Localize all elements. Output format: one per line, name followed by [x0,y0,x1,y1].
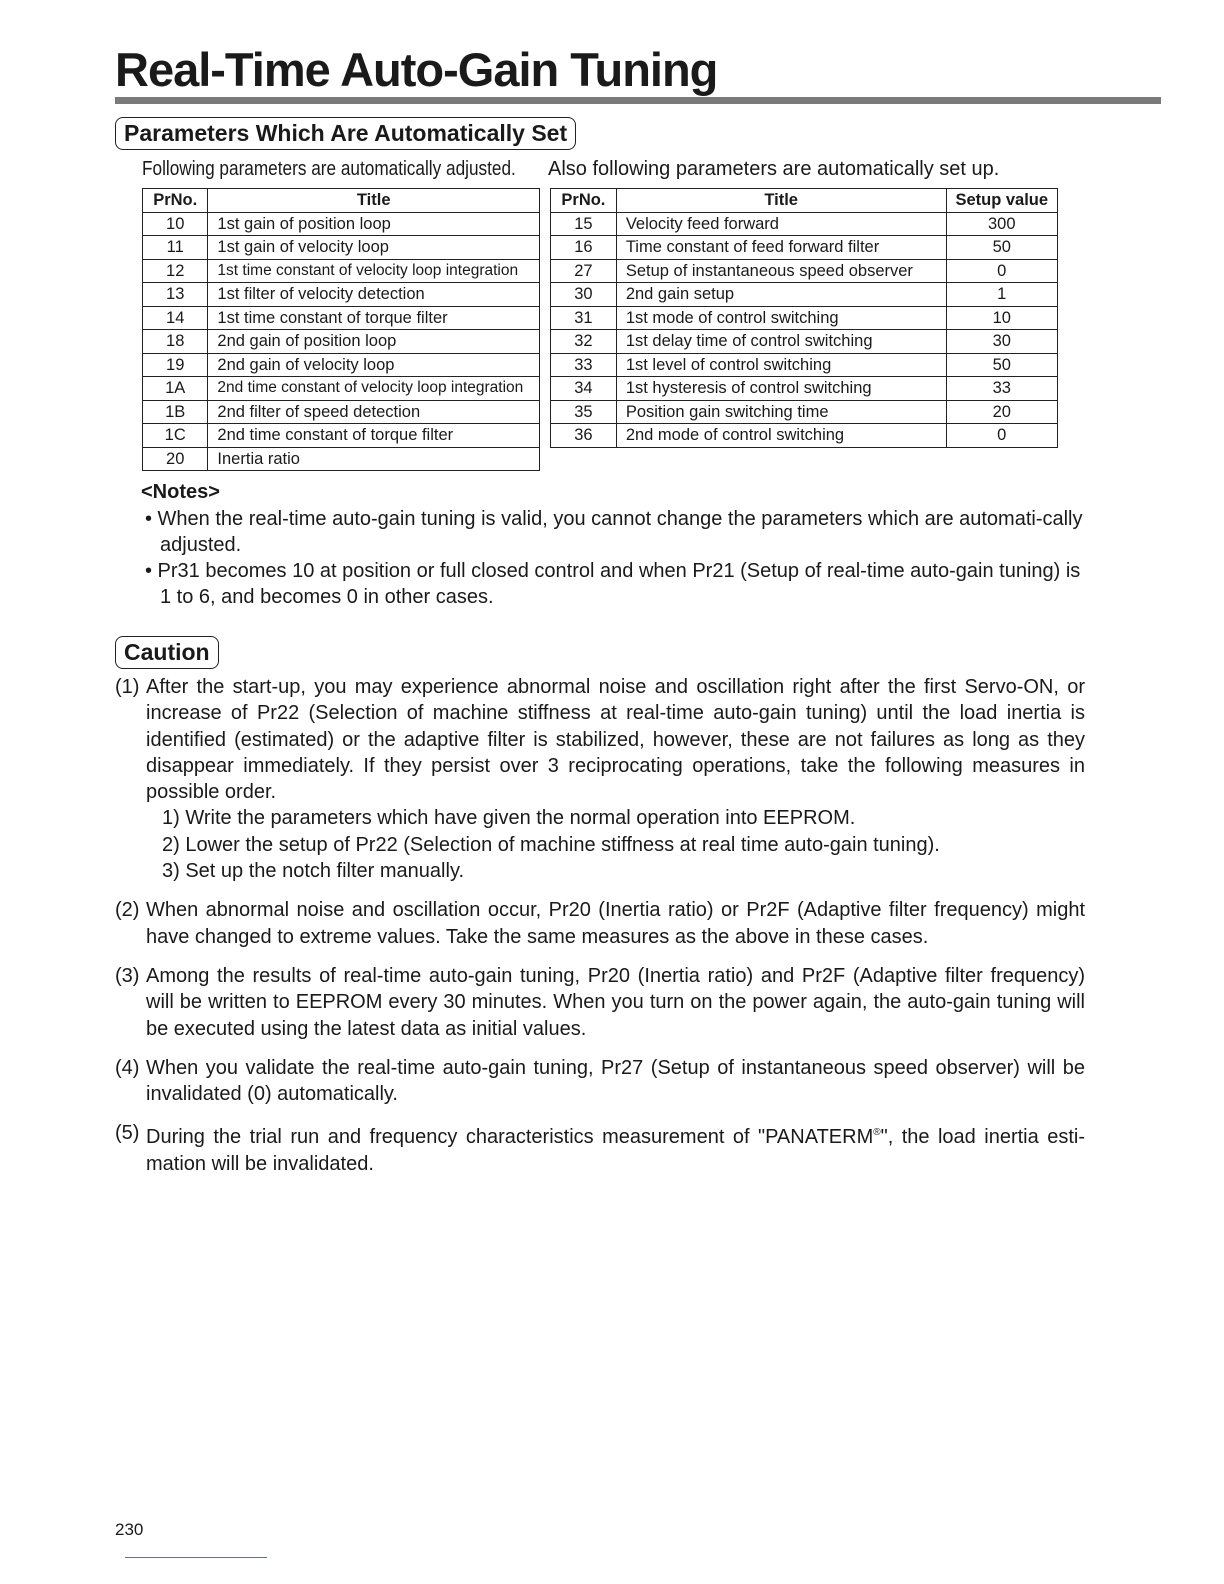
caution-item-number: (3) [115,964,140,987]
title-cell: 1st time constant of velocity loop integration [208,259,540,283]
column-header-title: Title [616,189,946,213]
prno-cell: 10 [143,212,208,236]
page-number: 230 [115,1520,144,1539]
measure-step: 3) Set up the notch filter manually. [162,860,465,883]
table-row [551,400,1058,424]
caution-text-before: During the trial run and frequency characteristics measurement of "PANATERM [146,1126,874,1149]
caution-item-number: (1) [115,676,140,698]
setup-value-cell: 1 [946,283,1057,307]
setup-value-cell: 10 [946,306,1057,330]
title-cell: 1st mode of control switching [616,306,946,330]
caution-item-number: (2) [115,899,140,922]
caution-item-number: (4) [115,1056,140,1079]
caution-item [115,897,1085,950]
caution-list [115,674,1085,1190]
table-row [143,400,540,424]
prno-cell: 14 [143,306,208,330]
title-cell: Setup of instantaneous speed observer [616,259,946,283]
setup-value-cell: 33 [946,377,1057,401]
title-cell: 2nd mode of control switching [616,424,946,448]
title-cell: 1st time constant of torque filter [208,306,540,330]
prno-cell: 1A [143,377,208,401]
right-table-intro: Also following parameters are automatically set up. [548,158,1000,180]
column-header-prno: PrNo. [143,189,208,213]
title-cell: 2nd gain of position loop [208,330,540,354]
title-cell: 1st gain of position loop [208,212,540,236]
auto-setup-params-table [550,188,1058,448]
prno-cell: 11 [143,236,208,260]
table-row [143,330,540,354]
prno-cell: 13 [143,283,208,307]
title-cell: 1st delay time of control switching [616,330,946,354]
caution-item [115,963,1085,1042]
table-row [551,212,1058,236]
footer-divider [125,1557,267,1558]
prno-cell: 27 [551,259,617,283]
prno-cell: 31 [551,306,617,330]
table-row [143,353,540,377]
title-cell: 1st hysteresis of control switching [616,377,946,401]
prno-cell: 35 [551,400,617,424]
prno-cell: 15 [551,212,617,236]
prno-cell: 1B [143,400,208,424]
caution-item-text: When you validate the real-time auto-gain tuning, Pr27 (Setup of instantaneous speed observer) will be invalidated (0) automatically. [146,1056,1085,1106]
setup-value-cell: 0 [946,259,1057,283]
title-cell: 2nd filter of speed detection [208,400,540,424]
caution-item [115,1055,1085,1108]
caution-heading: Caution [115,636,219,669]
prno-cell: 20 [143,447,208,471]
table-row [551,353,1058,377]
measure-step: 2) Lower the setup of Pr22 (Selection of machine stiffness at real time auto-gain tuning). [162,833,940,856]
caution-item [115,1120,1085,1177]
title-cell: Position gain switching time [616,400,946,424]
title-cell: Velocity feed forward [616,212,946,236]
caution-item-text: After the start-up, you may experience abnormal noise and oscillation right after the first Servo-ON, or increase of Pr22 (Selection of machine stiffness at real-time auto-gain tuning) until the load inertia is identified (estimated) or the adaptive filter is stabilized, however, these are not failures as long as they disappear immediately. If they persist over 3 reciprocating operations, take the following measures in possible order. [146,676,1085,804]
table-row [143,424,540,448]
setup-value-cell: 50 [946,353,1057,377]
title-cell: 1st level of control switching [616,353,946,377]
caution-item-text [146,1120,1085,1177]
table-row [551,259,1058,283]
title-cell: 1st filter of velocity detection [208,283,540,307]
table-row [143,236,540,260]
prno-cell: 16 [551,236,617,260]
title-cell: Time constant of feed forward filter [616,236,946,260]
prno-cell: 1C [143,424,208,448]
note-item: • When the real-time auto-gain tuning is valid, you cannot change the parameters which are automati-cally adjusted. [145,508,1083,556]
prno-cell: 34 [551,377,617,401]
prno-cell: 33 [551,353,617,377]
prno-cell: 30 [551,283,617,307]
measure-steps [146,805,1085,884]
title-cell: 2nd time constant of torque filter [208,424,540,448]
title-rule [115,97,1161,104]
column-header-title: Title [208,189,540,213]
table-row [143,259,540,283]
setup-value-cell: 30 [946,330,1057,354]
title-cell: 2nd time constant of velocity loop integration [208,377,540,401]
table-row [143,283,540,307]
registered-mark: ® [873,1127,881,1139]
notes-heading: <Notes> [141,481,220,503]
note-item: • Pr31 becomes 10 at position or full closed control and when Pr21 (Setup of real-time auto-gain tuning) is 1 to 6, and becomes 0 in other cases. [145,560,1081,608]
caution-item-text: Among the results of real-time auto-gain tuning, Pr20 (Inertia ratio) and Pr2F (Adaptive filter frequency) will be written to EEPROM every 30 minutes. When you turn on the power again, the auto-gain tuning will be executed using the latest data as initial values. [146,964,1085,1040]
prno-cell: 32 [551,330,617,354]
title-cell: 2nd gain of velocity loop [208,353,540,377]
prno-cell: 19 [143,353,208,377]
measure-step: 1) Write the parameters which have given the normal operation into EEPROM. [162,807,856,830]
prno-cell: 36 [551,424,617,448]
title-cell: 2nd gain setup [616,283,946,307]
title-cell: Inertia ratio [208,447,540,471]
column-header-setup-value: Setup value [946,189,1057,213]
setup-value-cell: 20 [946,400,1057,424]
auto-adjusted-params-table [142,188,540,471]
table-row [551,306,1058,330]
title-cell: 1st gain of velocity loop [208,236,540,260]
table-row [143,377,540,401]
setup-value-cell: 50 [946,236,1057,260]
prno-cell: 12 [143,259,208,283]
params-section-heading: Parameters Which Are Automatically Set [115,117,576,150]
caution-item-text: When abnormal noise and oscillation occur, Pr20 (Inertia ratio) or Pr2F (Adaptive filter frequency) might have changed to extreme values. Take the same measures as the above in these cases. [146,899,1085,948]
page-title: Real-Time Auto-Gain Tuning [115,43,718,96]
table-row [143,447,540,471]
setup-value-cell: 0 [946,424,1057,448]
setup-value-cell: 300 [946,212,1057,236]
table-row [551,377,1058,401]
caution-item-number: (5) [115,1122,140,1145]
caution-item [115,674,1085,884]
table-row [143,306,540,330]
table-row [551,424,1058,448]
prno-cell: 18 [143,330,208,354]
left-table-intro: Following parameters are automatically adjusted. [142,158,516,180]
notes-list [145,506,1085,610]
table-row [551,283,1058,307]
table-row [143,212,540,236]
column-header-prno: PrNo. [551,189,617,213]
table-row [551,236,1058,260]
caution-text-after: ", the load inertia esti-mation will be invalidated. [146,1126,1085,1175]
table-row [551,330,1058,354]
